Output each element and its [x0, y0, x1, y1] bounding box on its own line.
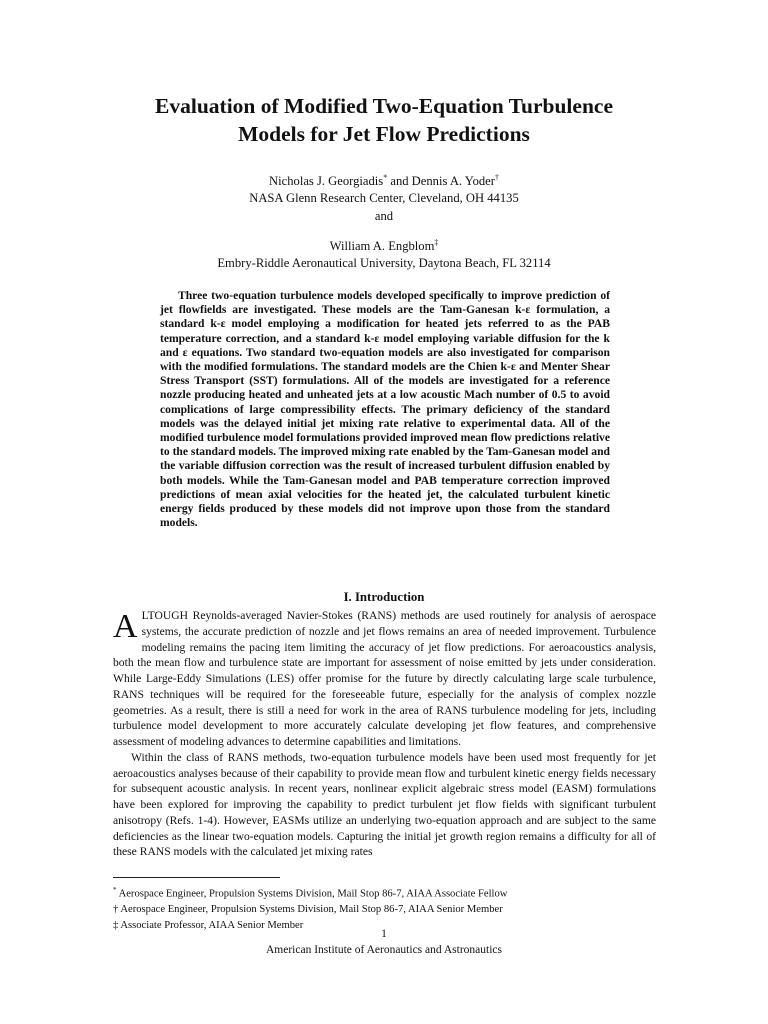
affiliation-1: NASA Glenn Research Center, Cleveland, OH 44135	[249, 191, 519, 205]
footnote-1	[113, 883, 653, 902]
title-line-2: Models for Jet Flow Predictions	[238, 122, 530, 146]
footnote-mark: †	[113, 904, 119, 916]
footnote-text: Aerospace Engineer, Propulsion Systems Division, Mail Stop 86-7, AIAA Associate Fellow	[116, 888, 508, 900]
affiliation-2: Embry-Riddle Aeronautical University, Daytona Beach, FL 32114	[217, 256, 551, 270]
footnote-rule	[113, 877, 280, 878]
intro-paragraph-1-text: LTOUGH Reynolds-averaged Navier-Stokes (RANS) methods are used routinely for analysis of aerospace systems, the accurate prediction of nozzle and jet flows remains an area of needed improvement. Turbulence modeling remains the pacing item limiting the accuracy of jet flow predictions. For aeroacoustics analysis, both the mean flow and turbulence state are important for assessment of noise emitted by jets under consideration. While Large-Eddy Simulations (LES) offer promise for the future by directly calculating large scale turbulence, RANS techniques will be required for the foreseeable future, especially for the analysis of complex nozzle geometries. As a result, there is still a need for work in the area of RANS turbulence modeling for jets, including turbulence model development to more accurately calculate developing jet flow features, and comprehensive assessment of modeling advances to determine capabilities and limitations.	[113, 609, 656, 748]
author-line-3	[100, 237, 668, 255]
footnote-mark: ‡	[113, 919, 119, 931]
footnote-text: Associate Professor, AIAA Senior Member	[118, 919, 304, 931]
author-mark-2: †	[494, 172, 499, 182]
intro-paragraph-1	[113, 608, 656, 750]
author-name-1: Nicholas J. Georgiadis	[269, 174, 384, 188]
page-footer: American Institute of Aeronautics and Astronautics	[265, 944, 502, 956]
footnote-2	[113, 902, 653, 918]
author-and: and	[374, 209, 394, 223]
body-text	[113, 608, 656, 860]
footnote-mark: *	[113, 886, 117, 894]
paper-title	[100, 92, 668, 148]
footnotes	[113, 883, 653, 933]
section-heading: I. Introduction	[343, 590, 425, 604]
abstract: Three two-equation turbulence models developed specifically to improve prediction of jet flowfields are investigated. These models are the Tam-Ganesan k-ε formulation, a standard k-ε model employing a modification for heated jets referred to as the PAB temperature correction, and a standard k-ε model employing variable diffusion for the k and ε equations. Two standard two-equation models are also investigated for comparison with the modified formulations. The standard models are the Chien k-ε and Menter Shear Stress Transport (SST) formulations. All of the models are investigated for a reference nozzle producing heated and unheated jets at a low acoustic Mach number of 0.5 to avoid complications of large compressibility effects. The primary deficiency of the standard models was the delayed initial jet mixing rate relative to experimental data. All of the modified turbulence model formulations provided improved mean flow predictions relative to the standard models. The improved mixing rate enabled by the Tam-Ganesan model and the variable diffusion correction was the result of increased turbulent diffusion enabled by both models. While the Tam-Ganesan model and PAB temperature correction improved predictions of mean axial velocities for the heated jet, the calculated turbulent kinetic energy fields produced by these models did not improve upon those from the standard models.	[160, 289, 610, 530]
author-mark-3: ‡	[434, 237, 439, 247]
intro-paragraph-2: Within the class of RANS methods, two-equation turbulence models have been used most frequently for jet aeroacoustics analyses because of their capability to provide mean flow and turbulent kinetic energy fields necessary for subsequent acoustic analysis. In recent years, nonlinear explicit algebraic stress model (EASM) formulations have been explored for improving the capability to predict turbulent jet flow fields with significant turbulent anisotropy (Refs. 1-4). However, EASMs utilize an underlying two-equation approach and are subject to the same deficiencies as the linear two-equation models. Capturing the initial jet growth region remains a difficulty for all of these RANS models with the calculated jet mixing rates	[113, 750, 656, 859]
author-name-2: and Dennis A. Yoder	[387, 174, 495, 188]
author-mark-1: *	[383, 172, 388, 182]
title-line-1: Evaluation of Modified Two-Equation Turbulence	[155, 94, 613, 118]
footnote-text: Aerospace Engineer, Propulsion Systems Division, Mail Stop 86-7, AIAA Senior Member	[118, 904, 503, 916]
drop-cap: A	[113, 608, 138, 645]
author-name-3: William A. Engblom	[329, 239, 435, 253]
author-line-1	[100, 172, 668, 190]
page-number: 1	[381, 928, 387, 940]
